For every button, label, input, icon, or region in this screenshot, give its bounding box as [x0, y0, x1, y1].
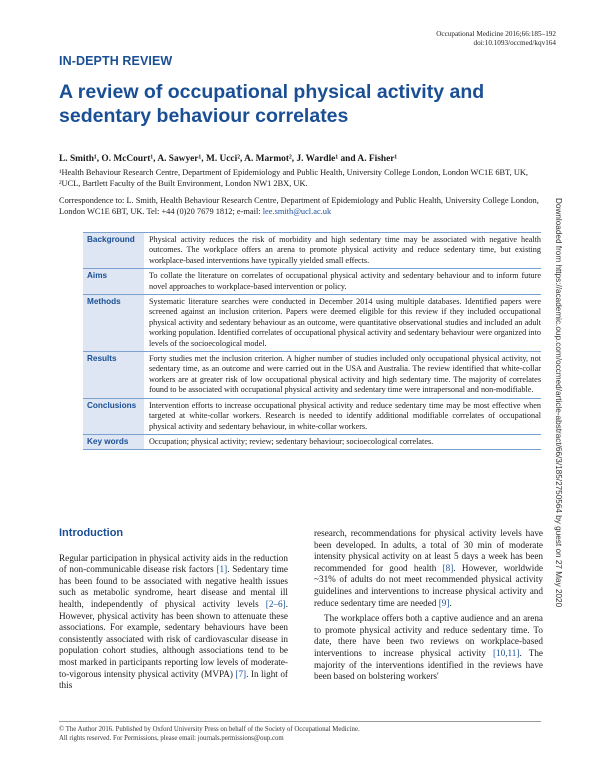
abstract-text: Occupation; physical activity; review; sedentary behaviour; socioecological correlates.	[149, 436, 434, 446]
journal-header	[436, 30, 556, 48]
abstract-row-aims	[83, 269, 541, 295]
article-title: A review of occupational physical activity and sedentary behaviour correlates	[59, 81, 485, 127]
section-tag: IN-DEPTH REVIEW	[59, 54, 173, 68]
abstract-row-results	[83, 352, 541, 399]
abstract-row-conclusions	[83, 399, 541, 435]
text-run: The workplace offers both a captive audience and an arena to promote physical activity and reduce sedentary time. To date, there have been two reviews on workplace-based interventions to increase physical activity	[314, 613, 543, 658]
abstract-text: Intervention efforts to increase occupational physical activity and reduce sedentary time may be most effective when targeted at white-collar workers. Research is needed to identify additional modifiable correlates of occupational physical activity and sedentary behaviour, in white-collar workers.	[149, 400, 541, 431]
text-run: . However, worldwide ~31% of adults do not meet recommended physical activity guidelines and interventions to increase physical activity and reduce sedentary time are needed	[314, 562, 543, 608]
abstract-label: Aims	[83, 269, 144, 294]
abstract-text: Forty studies met the inclusion criterion. A higher number of studies included only occupational physical activity, not sedentary time, as an outcome and were carried out in the USA and Australia. The review identified that white-collar workers are at greater risk of low occupational physical activity and high sedentary time. The majority of correlates found to be associated with occupational physical activity and sedentary time were intrapersonal and non-modifiable.	[149, 354, 541, 395]
text-run: . However, physical activity has been shown to attenuate these associations. For example, sedentary behaviours have been consistently associated with risk of cardiovascular disease in population cohort studies, although associations tend to be most marked in participants reporting low levels of moderate-to-vigorous intensity physical activity (MVPA)	[59, 598, 288, 679]
text-run: .	[449, 597, 452, 608]
abstract-row-keywords	[83, 435, 541, 450]
body-column-left	[59, 528, 288, 692]
body-column-right	[314, 528, 543, 683]
abstract-text: To collate the literature on correlates of occupational physical activity and sedentary behaviour and to inform future novel approaches to workplace-based intervention or policy.	[149, 271, 541, 291]
citation-link[interactable]: [8]	[442, 562, 454, 573]
abstract-text: Systematic literature searches were conducted in December 2014 using multiple databases. Identified papers were screened against an inclusion criterion. Papers were deemed eligible for this review if they included occupational physical activity and sedentary behaviour as an outcome, were quantitative observational studies and included an adult working population. Identified correlates of occupational physical activity and sedentary behaviour were organized into levels of the socioecological model.	[149, 297, 541, 348]
text-run: research, recommendations for physical activity levels have been developed. In adults, a total of 30 min of moderate intensity physical activity on at least 5 days a week has been recommended for good health	[314, 528, 543, 573]
email-link[interactable]: lee.smith@ucl.ac.uk	[262, 206, 332, 216]
affiliations: ¹Health Behaviour Research Centre, Department of Epidemiology and Public Health, University College London, London WC1E 6BT, UK, ²UCL, Bartlett Faculty of the Built Environment, London NW1 2BX, UK.	[59, 168, 529, 188]
correspondence-text: Correspondence to: L. Smith, Health Behaviour Research Centre, Department of Epidemiology and Public Health, University College London, London WC1E 6BT, UK. Tel: +44 (0)20 7679 1812; e-mail:	[59, 196, 539, 216]
abstract-label: Conclusions	[83, 399, 144, 434]
text-run: . In light of this	[59, 668, 288, 691]
text-run: Regular participation in physical activity aids in the reduction of non-communicable disease risk factors	[59, 552, 288, 575]
copyright-line: © The Author 2016. Published by Oxford University Press on behalf of the Society of Occupational Medicine.	[59, 726, 360, 733]
citation-link[interactable]: [10,11]	[493, 647, 520, 658]
body-paragraph	[314, 613, 543, 683]
journal-citation: Occupational Medicine 2016;66:185–192	[436, 30, 556, 38]
doi: doi:10.1093/occmed/kqv164	[473, 39, 556, 47]
permissions-line: All rights reserved. For Permissions, please email: journals.permissions@oup.com	[59, 734, 284, 742]
copyright-footer	[59, 726, 541, 743]
body-paragraph	[59, 553, 288, 692]
abstract-row-background	[83, 233, 541, 269]
citation-link[interactable]: [7]	[235, 668, 247, 679]
abstract-box	[83, 232, 541, 450]
abstract-text: Physical activity reduces the risk of morbidity and high sedentary time may be associated with negative health outcomes. The workplace offers an arena to promote physical activity and reduce sedentary time, but existing workplace-based interventions have typically yielded small effects.	[149, 235, 541, 265]
abstract-label: Results	[83, 352, 144, 398]
text-run: . Sedentary time has been found to be associated with negative health issues such as metabolic syndrome, heart disease and mental ill health, independently of physical activity levels	[59, 564, 288, 609]
section-heading-introduction: Introduction	[59, 527, 124, 539]
correspondence	[59, 196, 539, 218]
abstract-label: Methods	[83, 295, 144, 351]
author-list: L. Smith¹, O. McCourt¹, A. Sawyer¹, M. Ucci², A. Marmot², J. Wardle¹ and A. Fisher¹	[59, 154, 398, 164]
text-run: . The majority of the interventions identified in the reviews have been based on bolstering workers'	[314, 647, 543, 682]
abstract-label: Background	[83, 233, 144, 268]
citation-link[interactable]: [2–6]	[265, 598, 286, 609]
footer-divider	[59, 721, 541, 722]
citation-link[interactable]: [9]	[438, 597, 450, 608]
abstract-label: Key words	[83, 435, 144, 449]
body-paragraph	[314, 528, 543, 609]
citation-link[interactable]: [1]	[216, 564, 228, 575]
abstract-row-methods	[83, 295, 541, 352]
download-note: Downloaded from https://academic.oup.com/occmed/article-abstract/66/3/185/2750564 by guest on 27 May 2020	[554, 198, 563, 608]
